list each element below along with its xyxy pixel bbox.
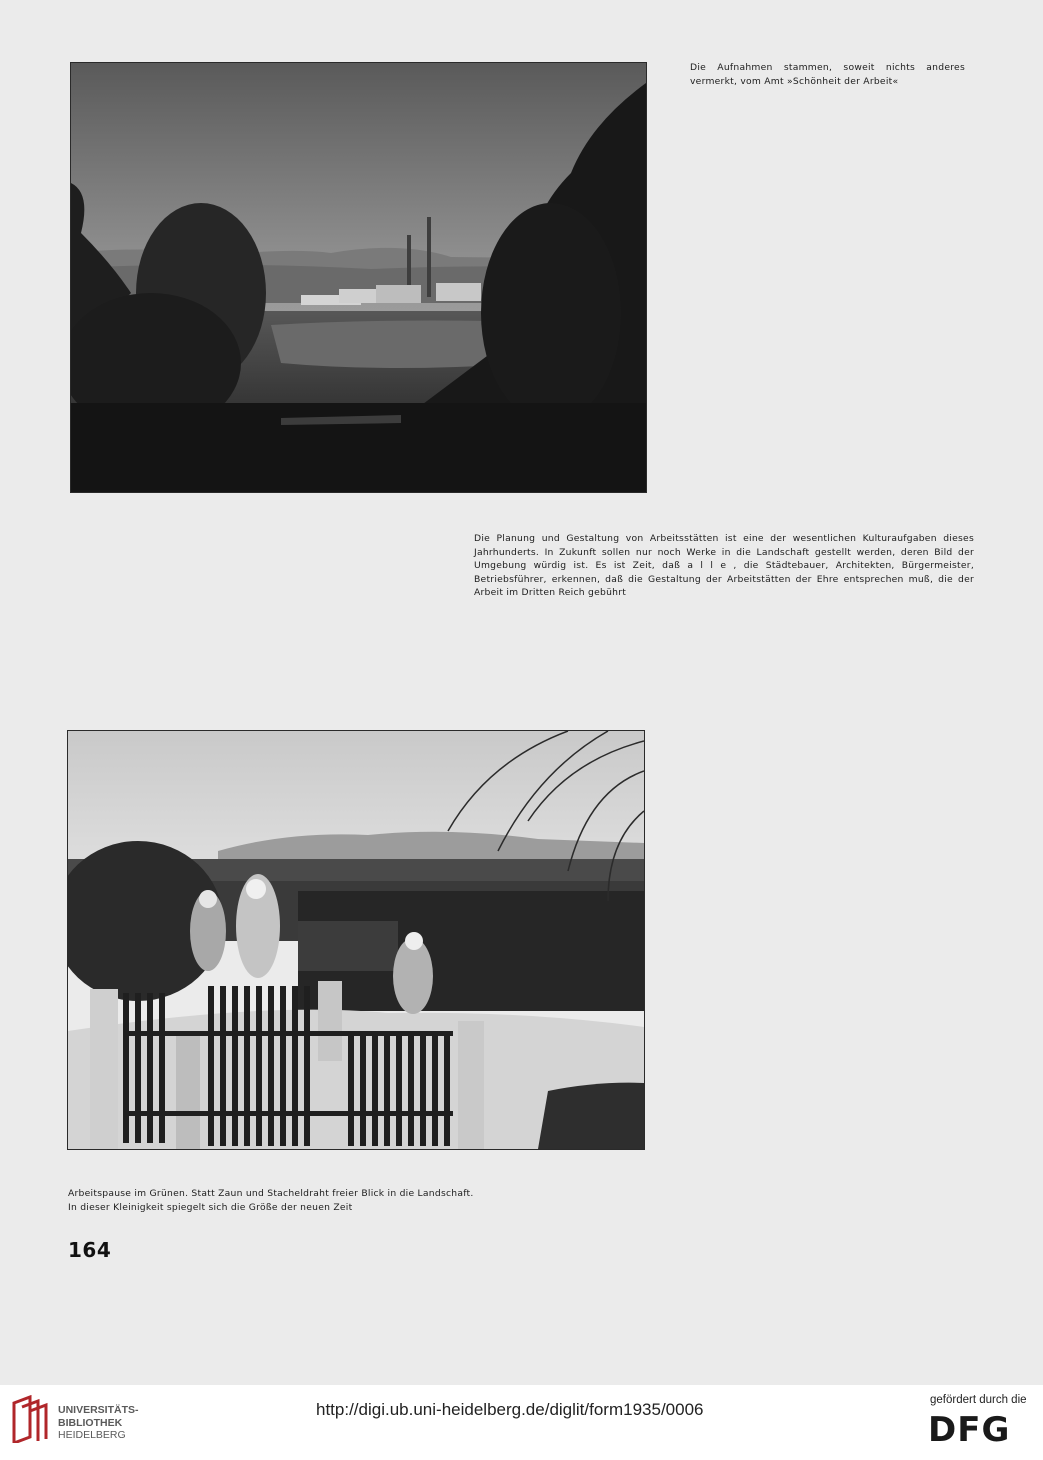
library-line-2: BIBLIOTHEK (58, 1416, 123, 1429)
digitization-footer (0, 1385, 1043, 1460)
landscape-factory-photo (71, 63, 646, 492)
university-library-name[interactable] (58, 1404, 139, 1442)
planning-paragraph (474, 532, 974, 600)
permalink-url[interactable]: http://digi.ub.uni-heidelberg.de/diglit/form1935/0006 (316, 1400, 704, 1419)
planning-paragraph-text: Die Planung und Gestaltung von Arbeitsstätten ist eine der wesentlichen Kulturaufgaben dieses Jahrhunderts. In Zukunft sollen nur noch Werke in die Landschaft gestellt werden, deren Bild der Umgebung würdig ist. Es ist Zeit, daß a l l e , die Städtebauer, Architekten, Bürgermeister, Betriebsführer, erkennen, daß die Gestaltung der Arbeitstätten der Ehre entsprechen muß, die der Arbeit im Dritten Reich gebührt (474, 533, 974, 599)
photo-credit-text: Die Aufnahmen stammen, soweit nichts anderes vermerkt, vom Amt »Schönheit der Arbeit« (690, 62, 965, 87)
library-line-1: UNIVERSITÄTS- (58, 1404, 139, 1416)
funding-text: gefördert durch die (930, 1394, 1027, 1406)
university-library-logo-icon[interactable] (10, 1395, 48, 1443)
dfg-logo[interactable]: DFG (928, 1410, 1011, 1450)
workers-break-caption (68, 1187, 628, 1214)
photo-credit-caption (690, 61, 965, 88)
workers-break-caption-line1: Arbeitspause im Grünen. Statt Zaun und Stacheldraht freier Blick in die Landschaft. (68, 1188, 474, 1199)
library-line-3: HEIDELBERG (58, 1429, 126, 1441)
workers-break-photo (68, 731, 644, 1149)
workers-break-caption-line2: In dieser Kleinigkeit spiegelt sich die Größe der neuen Zeit (68, 1201, 353, 1213)
page-number: 164 (68, 1238, 112, 1262)
